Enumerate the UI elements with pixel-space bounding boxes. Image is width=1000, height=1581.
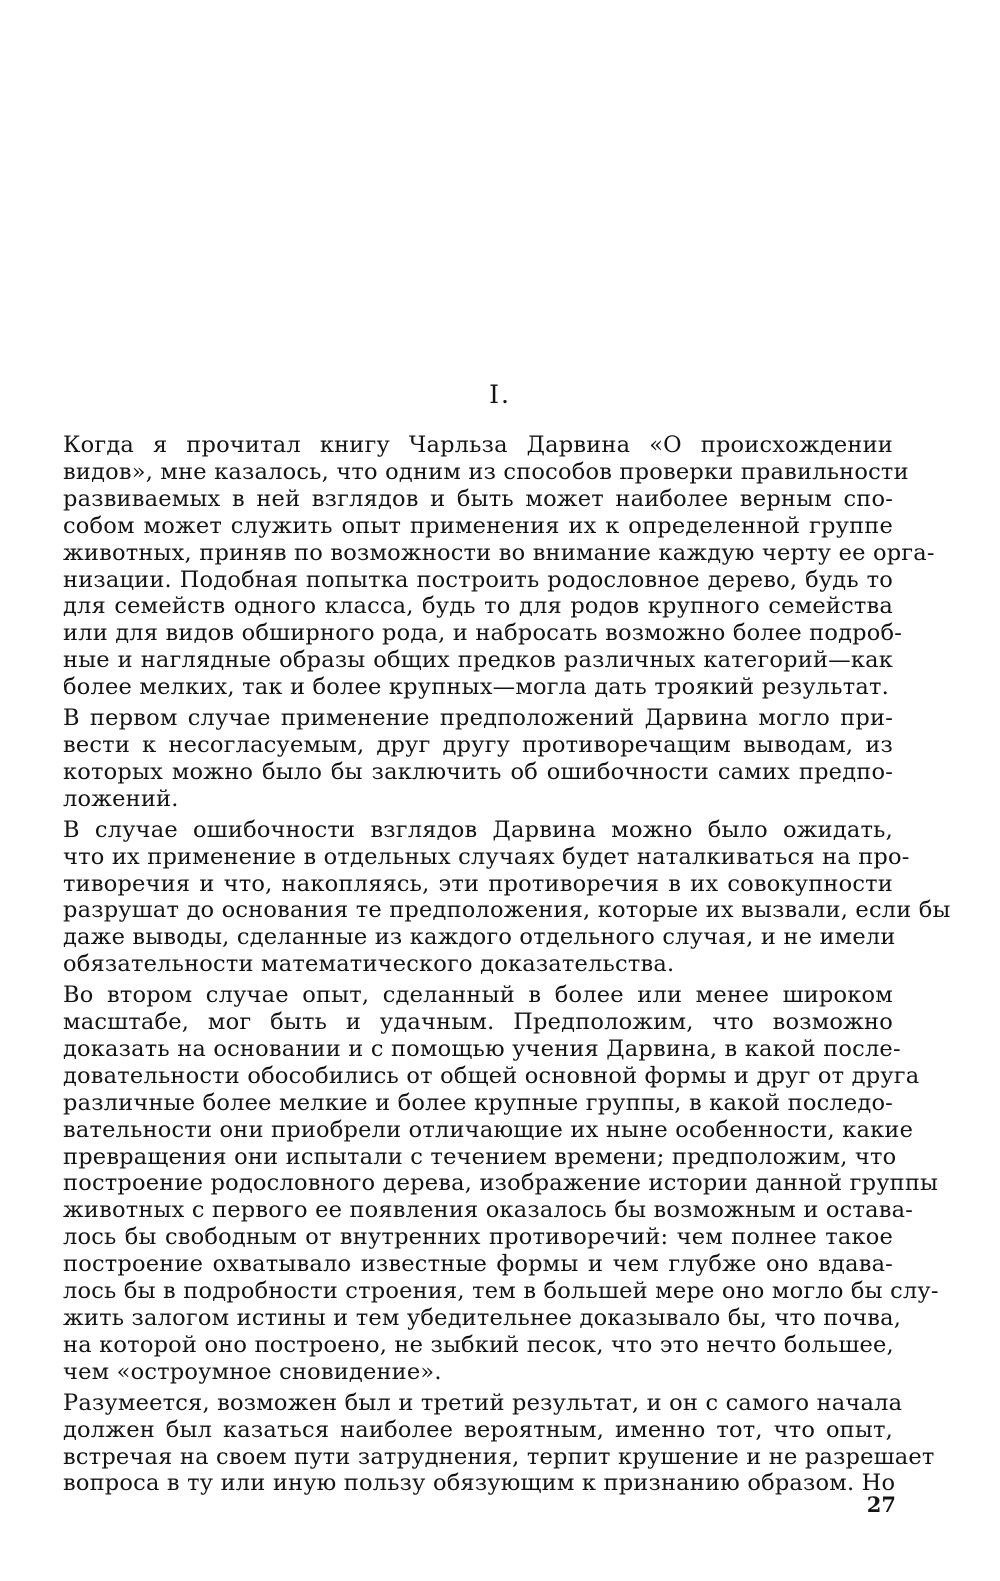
text-line: для семейств одного класса, будь то для родов крупного семейства <box>63 593 893 620</box>
text-line: построение охватывало известные формы и чем глубже оно вдава- <box>63 1251 893 1278</box>
paragraph <box>63 1389 935 1498</box>
text-line: тиворечия и что, накопляясь, эти противоречия в их совокупности <box>63 870 893 897</box>
text-line: ные и наглядные образы общих предков различных категорий—как <box>63 647 893 674</box>
text-line: вести к несогласуемым, друг другу противоречащим выводам, из <box>63 731 893 758</box>
text-line: животных, приняв по возможности во внимание каждую черту ее орга- <box>63 539 935 566</box>
text-line: лось бы в подробности строения, тем в большей мере оно могло бы слу- <box>63 1278 939 1305</box>
text-line: обязательности математического доказательства. <box>63 951 675 978</box>
text-line: животных с первого ее появления оказалось бы возможным и остава- <box>63 1197 913 1224</box>
text-line: Разумеется, возможен был и третий результат, и он с самого начала <box>63 1389 903 1416</box>
text-line: довательности обособились от общей основной формы и друг от друга <box>63 1062 920 1089</box>
text-line: даже выводы, сделанные из каждого отдельного случая, и не имели <box>63 924 896 951</box>
body-text <box>63 432 951 1501</box>
text-line: лось бы свободным от внутренних противоречий: чем полнее такое <box>63 1224 893 1251</box>
paragraph <box>63 705 893 813</box>
text-line: более мелких, так и более крупных—могла дать троякий результат. <box>63 674 889 701</box>
text-line: вопроса в ту или иную пользу обязующим к признанию образом. Но <box>63 1470 896 1497</box>
text-line: Во втором случае опыт, сделанный в более или менее широком <box>63 982 893 1009</box>
text-line: В первом случае применение предположений Дарвина могло при- <box>63 705 893 732</box>
text-line: или для видов обширного рода, и набросать возможно более подроб- <box>63 620 903 647</box>
paragraph <box>63 816 951 978</box>
text-line: масштабе, мог быть и удачным. Предположим, что возможно <box>63 1009 893 1036</box>
text-line: Когда я прочитал книгу Чарльза Дарвина «О происхождении <box>63 432 893 458</box>
text-line: на которой оно построено, не зыбкий песок, что это нечто большее, <box>63 1331 894 1358</box>
text-line: должен был казаться наиболее вероятным, именно тот, что опыт, <box>63 1416 893 1443</box>
text-line: разрушат до основания те предположения, которые их вызвали, если бы <box>63 897 951 924</box>
paragraph <box>63 432 935 701</box>
text-line: что их применение в отдельных случаях будет наталкиваться на про- <box>63 843 910 870</box>
text-line: чем «остроумное сновидение». <box>63 1358 442 1385</box>
text-line: вательности они приобрели отличающие их ныне особенности, какие <box>63 1116 914 1143</box>
text-line: видов», мне казалось, что одним из способов проверки правильности <box>63 458 909 485</box>
paragraph <box>63 982 939 1386</box>
text-line: ложений. <box>63 785 179 812</box>
text-line: которых можно было бы заключить об ошибочности самих предпо- <box>63 758 893 785</box>
text-line: В случае ошибочности взглядов Дарвина можно было ожидать, <box>63 816 893 843</box>
text-line: превращения они испытали с течением времени; предположим, что <box>63 1143 897 1170</box>
text-line: различные более мелкие и более крупные группы, в какой последо- <box>63 1089 893 1116</box>
text-line: жить залогом истины и тем убедительнее доказывало бы, что почва, <box>63 1305 902 1331</box>
text-line: низации. Подобная попытка построить родословное дерево, будь то <box>63 566 893 593</box>
page-number: 27 <box>866 1492 896 1517</box>
text-line: собом может служить опыт применения их к определенной группе <box>63 512 893 539</box>
text-line: построение родословного дерева, изображение истории данной группы <box>63 1170 939 1197</box>
chapter-heading: I. <box>489 380 511 409</box>
text-line: доказать на основании и с помощью учения Дарвина, в какой после- <box>63 1035 901 1062</box>
text-line: встречая на своем пути затруднения, терпит крушение и не разрешает <box>63 1443 935 1470</box>
text-line: развиваемых в ней взглядов и быть может наиболее верным спо- <box>63 485 893 512</box>
